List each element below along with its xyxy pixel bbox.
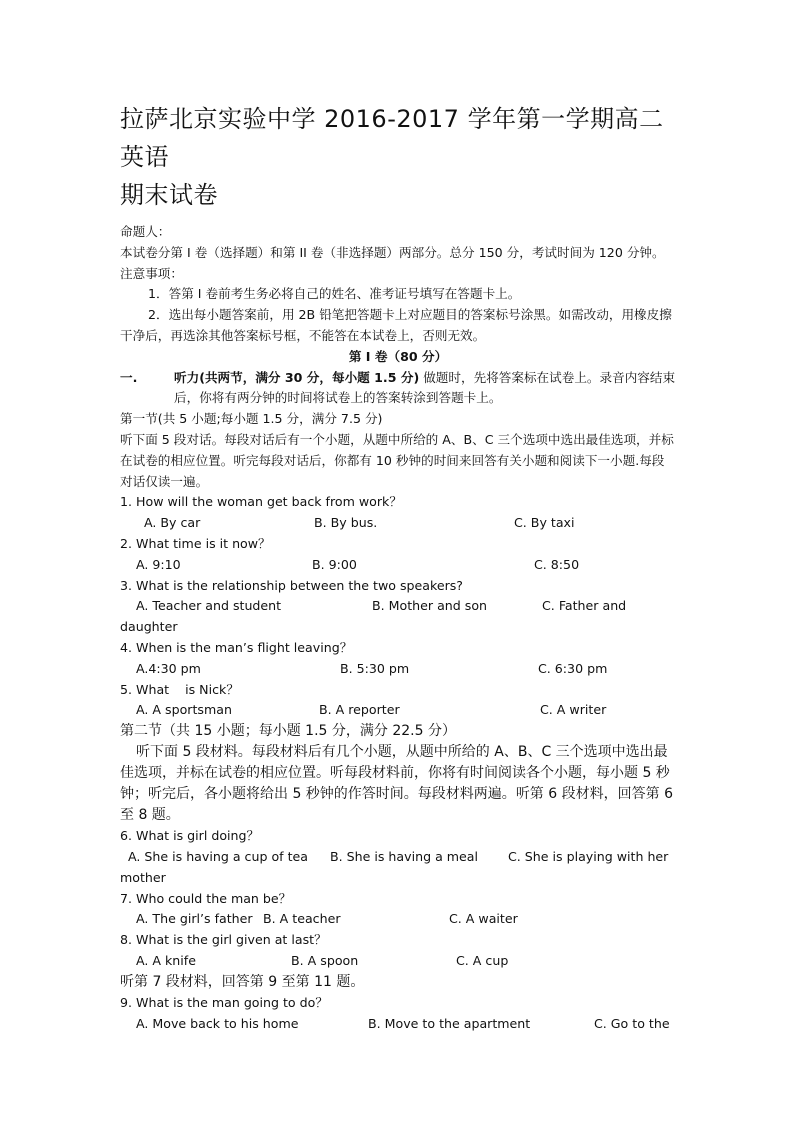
question-3: 3. What is the relationship between the two speakers?	[120, 577, 463, 593]
notice-heading: 注意事项：	[120, 265, 183, 281]
q3-option-b: B. Mother and son	[372, 598, 488, 614]
listening-number: 一.	[120, 369, 138, 385]
q7-option-c: C. A waiter	[449, 911, 518, 927]
q9-option-a: A. Move back to his home	[136, 1015, 299, 1031]
q2-option-a: A. 9:10	[136, 556, 181, 572]
question-6-options	[120, 847, 676, 868]
section2-instructions: 听下面 5 段材料。每段材料后有几个小题，从题中所给的 A、B、C 三个选项中选出最佳选项，并标在试卷的相应位置。听每段材料前，你将有时间阅读各个小题，每小题 5 秒钟；听完后，各小题将给出 5 秒钟的作答时间。每段材料两遍。听第 6 段材料，回答第 6 至 8 题。	[120, 744, 673, 824]
material-7-intro: 听第 7 段材料，回答第 9 至第 11 题。	[120, 973, 365, 990]
q4-option-a: A.4:30 pm	[136, 660, 201, 676]
q8-option-a: A. A knife	[136, 952, 196, 968]
question-4: 4. When is the man’s flight leaving？	[120, 639, 353, 655]
question-9-options	[120, 1014, 676, 1035]
q2-option-b: B. 9:00	[312, 556, 357, 572]
question-9: 9. What is the man going to do？	[120, 994, 328, 1010]
q8-option-c: C. A cup	[456, 952, 509, 968]
question-7-options	[120, 909, 676, 930]
question-8-options	[120, 951, 676, 972]
question-1: 1. How will the woman get back from work？	[120, 494, 402, 510]
q4-option-b: B. 5:30 pm	[340, 660, 410, 676]
question-2-options	[120, 555, 676, 576]
listening-title: 听力(共两节，满分 30 分，每小题 1.5 分)	[174, 369, 420, 385]
q6-option-c-continued: mother	[120, 869, 166, 885]
q6-option-a: A. She is having a cup of tea	[128, 848, 308, 864]
question-5-options	[120, 700, 676, 721]
q6-option-b: B. She is having a meal	[330, 848, 479, 864]
intro-paragraph: 本试卷分第 I 卷（选择题）和第 II 卷（非选择题）两部分。总分 150 分，考试时间为 120 分钟。	[120, 244, 665, 260]
question-4-options	[120, 659, 676, 680]
notice-item-2: 2．选出每小题答案前，用 2B 铅笔把答题卡上对应题目的答案标号涂黑。如需改动，用橡皮擦干净后，再选涂其他答案标号框，不能答在本试卷上，否则无效。	[120, 307, 672, 343]
question-8: 8. What is the girl given at last？	[120, 932, 327, 948]
q4-option-c: C. 6:30 pm	[538, 660, 608, 676]
q3-option-a: A. Teacher and student	[136, 598, 282, 614]
question-1-options	[120, 513, 676, 534]
listening-instructions: 做题时，先将答案标在试卷上。录音内容结束后，你将有两分钟的时间将试卷上的答案转涂到答题卡上。	[174, 369, 676, 406]
exam-page	[120, 100, 676, 1034]
q9-option-b: B. Move to the apartment	[368, 1015, 531, 1031]
question-3-options	[120, 596, 676, 617]
section1-heading: 第一节(共 5 小题;每小题 1.5 分，满分 7.5 分)	[120, 411, 383, 427]
q2-option-c: C. 8:50	[534, 556, 580, 572]
exam-title	[120, 100, 676, 214]
q3-option-c-continued: daughter	[120, 619, 178, 635]
q3-option-c: C. Father and	[542, 598, 627, 614]
part1-title: 第 I 卷（80 分）	[348, 348, 448, 364]
question-7: 7. Who could the man be？	[120, 890, 292, 906]
title-line-1: 拉萨北京实验中学 2016-2017 学年第一学期高二英语	[120, 105, 664, 171]
q1-option-a: A. By car	[144, 515, 201, 531]
listening-heading	[120, 368, 676, 410]
section1-instructions: 听下面 5 段对话。每段对话后有一个小题，从题中所给的 A、B、C 三个选项中选出最佳选项，并标在试卷的相应位置。听完每段对话后，你都有 10 秒钟的时间来回答有关小题和阅读下一小题.每段对话仅读一遍。	[120, 431, 674, 489]
q5-option-a: A. A sportsman	[136, 702, 232, 718]
q6-option-c: C. She is playing with her	[508, 848, 669, 864]
q1-option-c: C. By taxi	[514, 515, 575, 531]
q5-option-b: B. A reporter	[319, 702, 400, 718]
q9-option-c: C. Go to the	[594, 1015, 670, 1031]
q1-option-b: B. By bus.	[314, 515, 378, 531]
material-6-intro: 听第 6 段材料，回答第 6 至 8 题。	[120, 786, 673, 824]
question-6: 6. What is girl doing？	[120, 828, 260, 844]
title-line-2: 期末试卷	[120, 181, 218, 209]
q8-option-b: B. A spoon	[291, 952, 359, 968]
question-2: 2. What time is it now？	[120, 535, 271, 551]
q5-option-c: C. A writer	[540, 702, 607, 718]
author-line: 命题人：	[120, 224, 171, 239]
notice-item-1: 1．答第 I 卷前考生务必将自己的姓名、准考证号填写在答题卡上。	[148, 286, 521, 302]
question-5: 5. What is Nick？	[120, 681, 239, 697]
q7-option-b: B. A teacher	[263, 911, 341, 927]
q7-option-a: A. The girl’s father	[136, 911, 253, 927]
section2-heading: 第二节（共 15 小题；每小题 1.5 分，满分 22.5 分）	[120, 723, 456, 740]
